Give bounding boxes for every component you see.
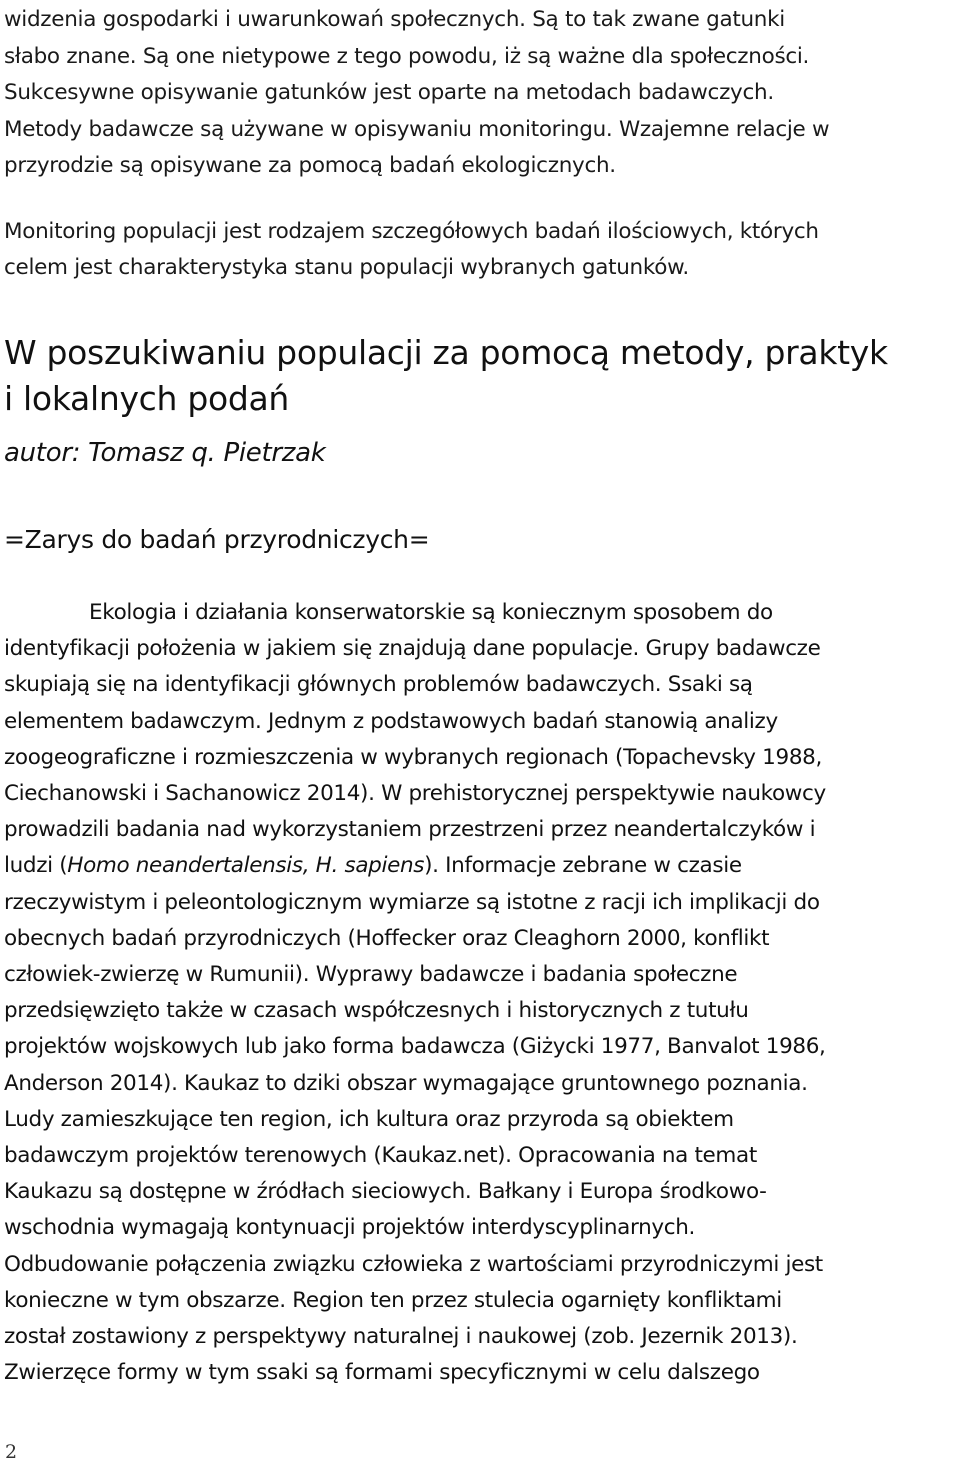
body-line: Zwierzęce formy w tym ssaki są formami specyficznymi w celu dalszego xyxy=(4,1360,760,1386)
page-number: 2 xyxy=(5,1441,18,1463)
article-title-line: i lokalnych podań xyxy=(4,379,290,418)
body-line: prowadzili badania nad wykorzystaniem przestrzeni przez neandertalczyków i xyxy=(4,817,816,843)
article-subtitle: =Zarys do badań przyrodniczych= xyxy=(4,525,430,554)
article-title xyxy=(4,330,956,422)
body-line: elementem badawczym. Jednym z podstawowych badań stanowią analizy xyxy=(4,708,778,734)
body-line: rzeczywistym i peleontologicznym wymiarze są istotne z racji ich implikacji do xyxy=(4,889,820,915)
intro-line: widzenia gospodarki i uwarunkowań społecznych. Są to tak zwane gatunki xyxy=(4,7,785,32)
body-line: identyfikacji położenia w jakiem się znajdują dane populacje. Grupy badawcze xyxy=(4,636,821,662)
body-line: badawczym projektów terenowych (Kaukaz.net). Opracowania na temat xyxy=(4,1143,757,1169)
body-text-fragment: ). Informacje zebrane w czasie xyxy=(424,853,742,879)
body-line: Anderson 2014). Kaukaz to dziki obszar wymagające gruntownego poznania. xyxy=(4,1070,808,1096)
body-line: wschodnia wymagają kontynuacji projektów interdyscyplinarnych. xyxy=(4,1215,695,1241)
body-line: konieczne w tym obszarze. Region ten przez stulecia ogarnięty konfliktami xyxy=(4,1287,782,1313)
monitoring-line: celem jest charakterystyka stanu populacji wybranych gatunków. xyxy=(4,255,689,280)
intro-line: Metody badawcze są używane w opisywaniu monitoringu. Wzajemne relacje w xyxy=(4,116,830,142)
intro-line: słabo znane. Są one nietypowe z tego powodu, iż są ważne dla społeczności. xyxy=(4,43,810,69)
body-paragraph xyxy=(4,595,956,1391)
body-line: skupiają się na identyfikacji głównych problemów badawczych. Ssaki są xyxy=(4,672,753,698)
intro-line: Sukcesywne opisywanie gatunków jest oparte na metodach badawczych. xyxy=(4,80,774,105)
body-line: projektów wojskowych lub jako forma badawcza (Giżycki 1977, Banvalot 1986, xyxy=(4,1034,826,1060)
body-line: zoogeograficzne i rozmieszczenia w wybranych regionach (Topachevsky 1988, xyxy=(4,744,822,770)
monitoring-line: Monitoring populacji jest rodzajem szczegółowych badań ilościowych, których xyxy=(4,219,819,244)
body-line: Odbudowanie połączenia związku człowieka z wartościami przyrodniczymi jest xyxy=(4,1251,823,1277)
body-line: został zostawiony z perspektywy naturalnej i naukowej (zob. Jezernik 2013). xyxy=(4,1324,798,1350)
article-author: autor: Tomasz q. Pietrzak xyxy=(4,438,326,468)
body-line: obecnych badań przyrodniczych (Hoffecker oraz Cleaghorn 2000, konflikt xyxy=(4,925,770,951)
intro-line: przyrodzie są opisywane za pomocą badań ekologicznych. xyxy=(4,153,616,178)
body-text-fragment: ludzi ( xyxy=(4,853,68,879)
body-line: Ludy zamieszkujące ten region, ich kultura oraz przyroda są obiektem xyxy=(4,1106,734,1132)
body-line: przedsięwzięto także w czasach współczesnych i historycznych z tutułu xyxy=(4,998,749,1024)
body-line: Ciechanowski i Sachanowicz 2014). W prehistorycznej perspektywie naukowcy xyxy=(4,781,826,807)
species-names: Homo neandertalensis, H. sapiens xyxy=(67,853,425,879)
body-line: człowiek-zwierzę w Rumunii). Wyprawy badawcze i badania społeczne xyxy=(4,962,738,988)
intro-paragraph xyxy=(4,2,956,185)
body-line: Kaukazu są dostępne w źródłach sieciowych. Bałkany i Europa środkowo- xyxy=(4,1179,767,1205)
monitoring-paragraph xyxy=(4,214,956,286)
body-line: Ekologia i działania konserwatorskie są koniecznym sposobem do xyxy=(89,600,773,625)
article-title-line: W poszukiwaniu populacji za pomocą metody, praktyk xyxy=(4,333,888,372)
body-line xyxy=(4,848,956,884)
